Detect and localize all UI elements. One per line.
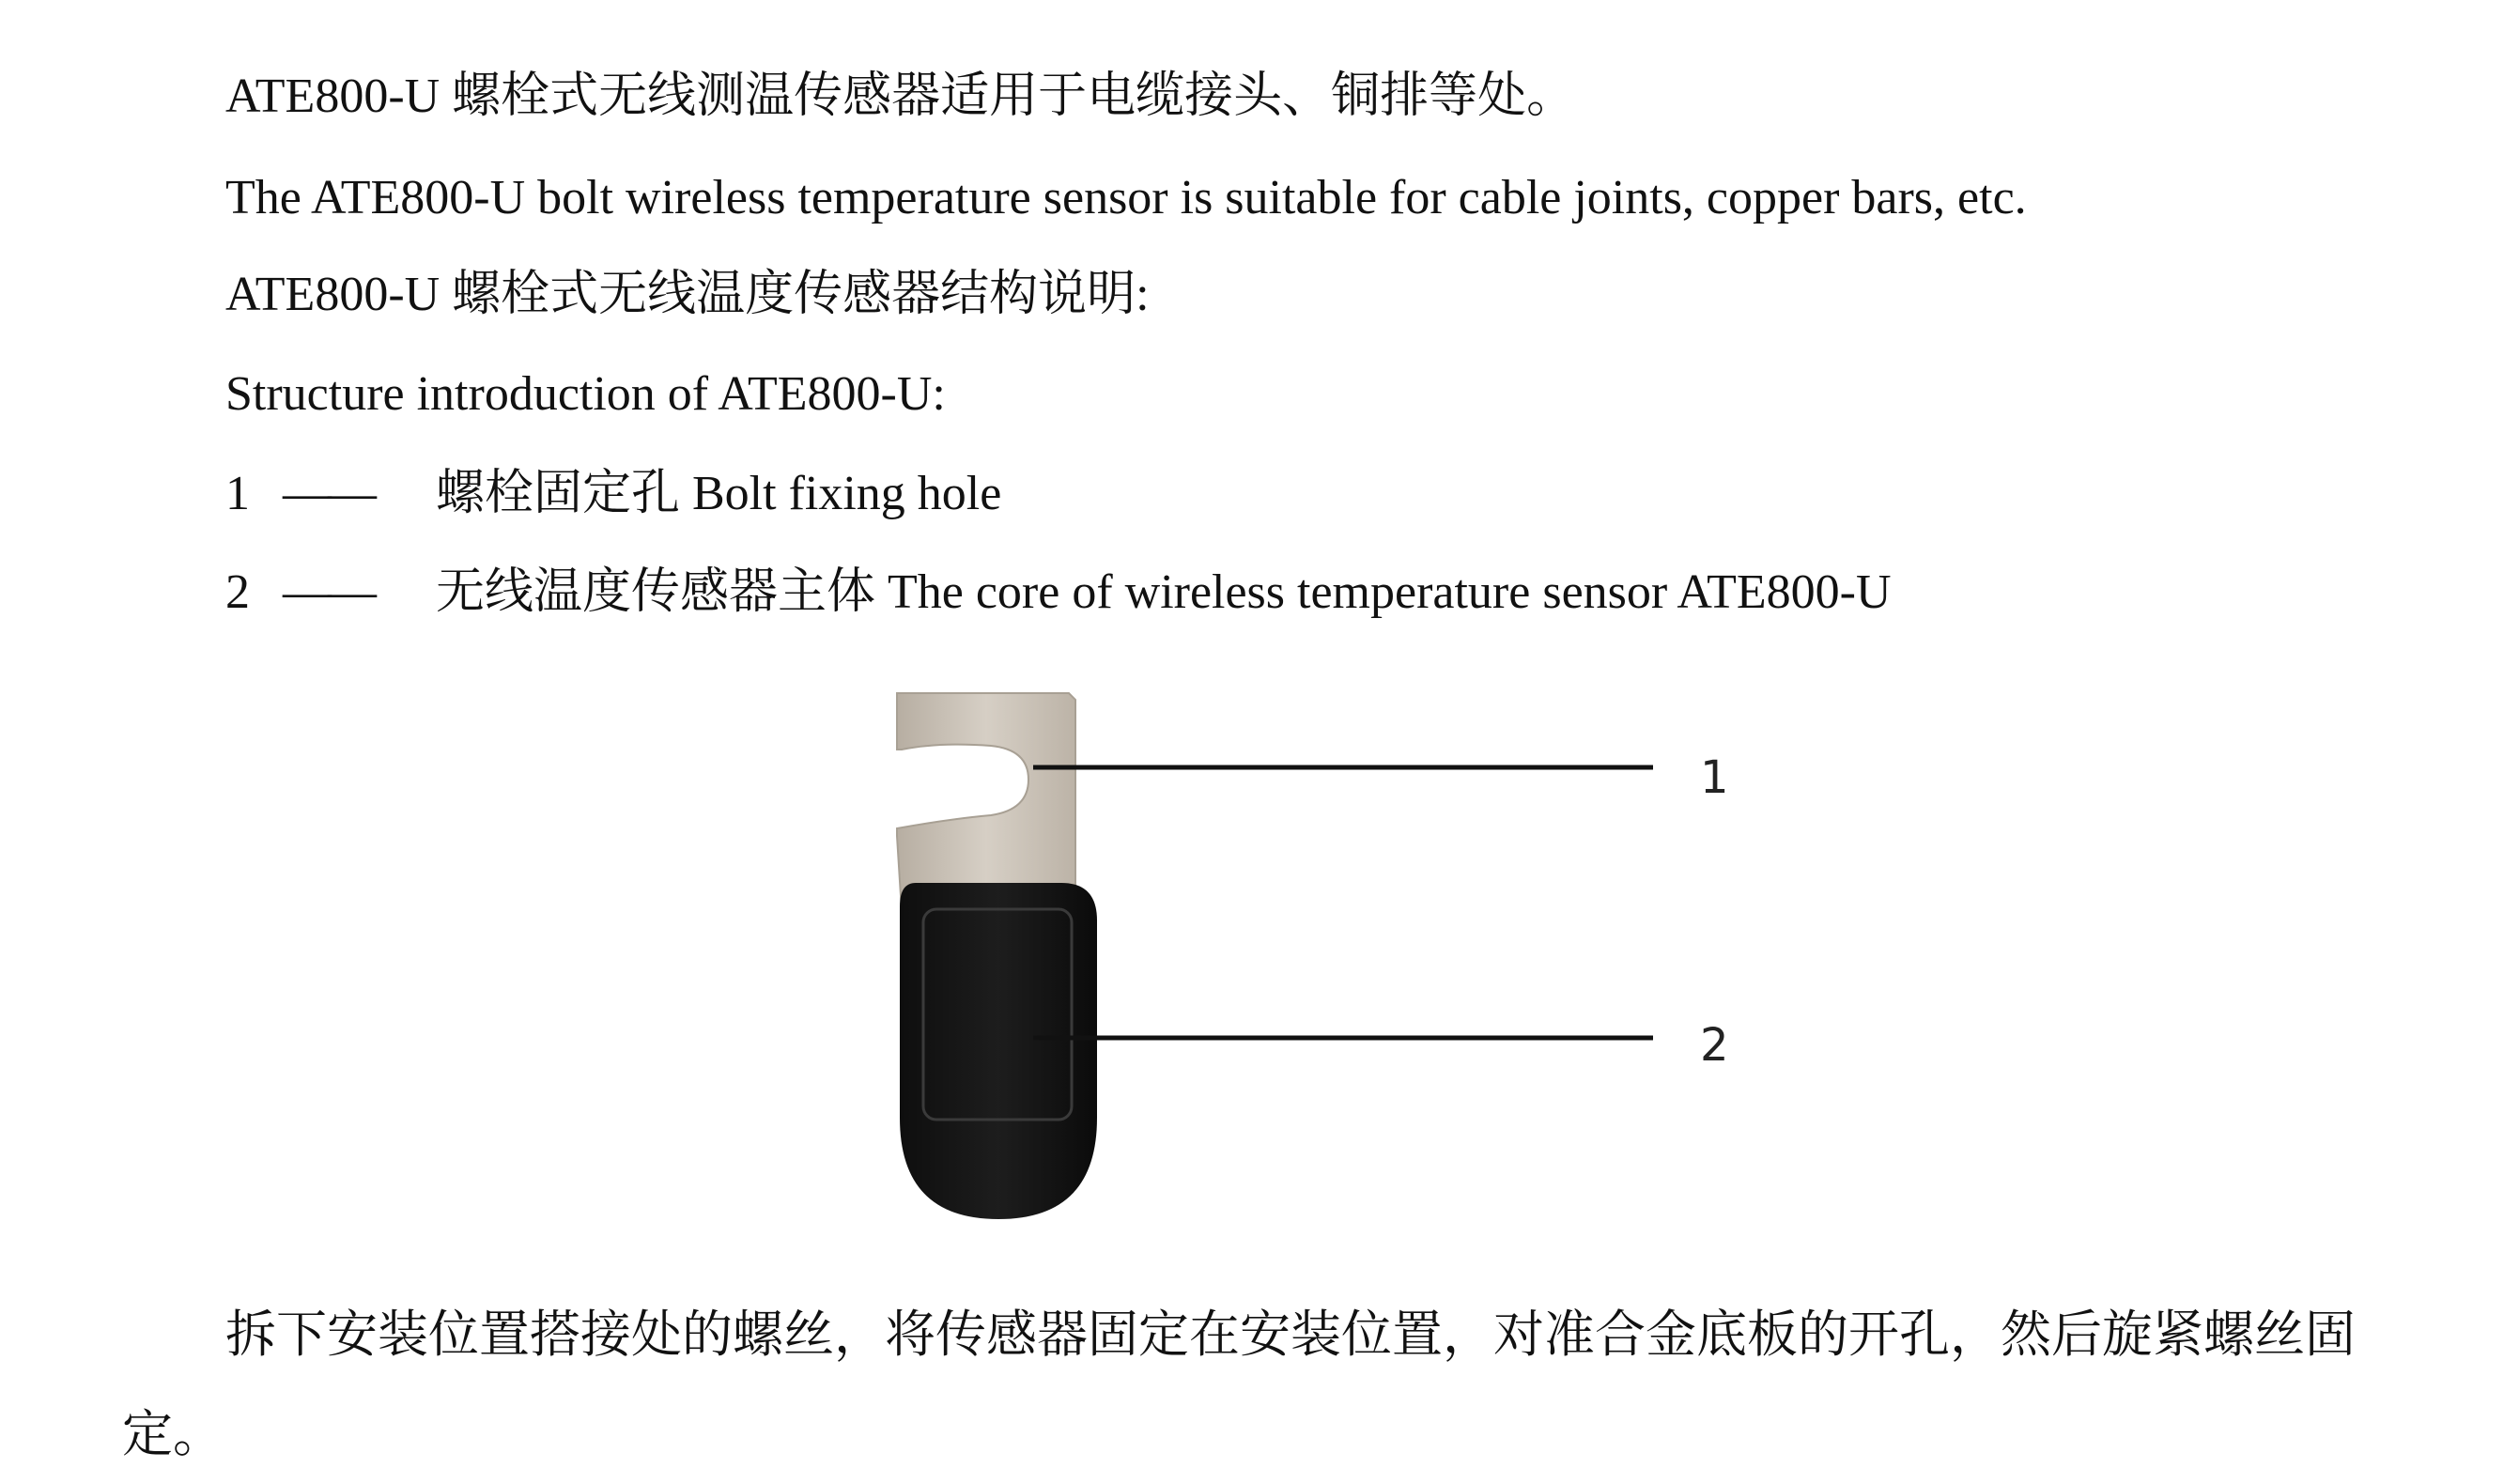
metal-tab — [897, 693, 1075, 911]
part-dash: —— — [283, 565, 373, 619]
sensor-body — [900, 883, 1097, 1219]
callout-number-1: 1 — [1700, 751, 1729, 804]
callout-number-2: 2 — [1700, 1019, 1729, 1072]
intro-chinese: ATE800-U 螺栓式无线测温传感器适用于电缆接头、铜排等处。 — [225, 70, 1576, 123]
part-label: 螺栓固定孔 Bolt fixing hole — [436, 467, 1002, 520]
part-item-1 — [225, 466, 1001, 522]
part-label: 无线温度传感器主体 The core of wireless temperature sensor ATE800-U — [436, 565, 1892, 619]
structure-heading-chinese: ATE800-U 螺栓式无线温度传感器结构说明: — [225, 268, 1150, 321]
sensor-figure — [827, 676, 1841, 1240]
part-number: 1 — [225, 467, 250, 520]
structure-heading-english: Structure introduction of ATE800-U: — [225, 367, 946, 421]
installation-instruction: 拆下安装位置搭接处的螺丝，将传感器固定在安装位置，对准合金底板的开孔，然后旋紧螺丝固定。 — [122, 1306, 2356, 1462]
sensor-illustration — [827, 676, 1841, 1240]
part-dash: —— — [283, 467, 373, 520]
intro-english: The ATE800-U bolt wireless temperature sensor is suitable for cable joints, copper bars, etc. — [225, 171, 2027, 224]
part-item-2 — [225, 564, 1892, 621]
part-number: 2 — [225, 565, 250, 619]
